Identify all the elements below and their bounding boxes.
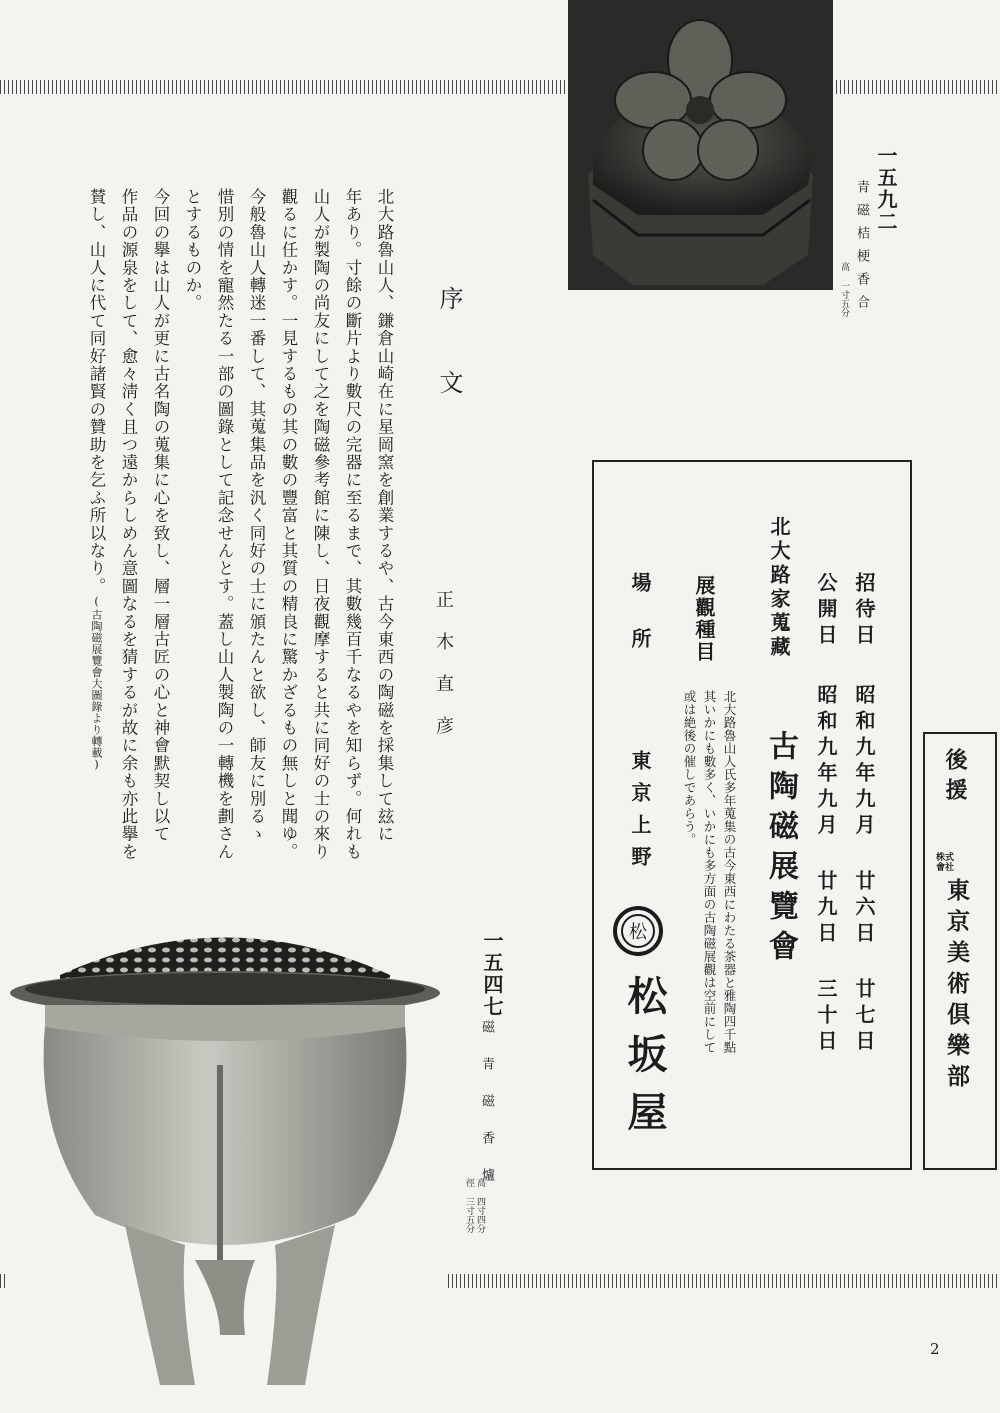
venue-city: 東京上野 xyxy=(628,750,652,878)
company-prefix-line-2: 會社 xyxy=(935,863,954,873)
incense-burner-photo xyxy=(5,915,445,1410)
bottom-photo-size-height: 高 四寸四分 xyxy=(475,1178,485,1233)
description-line-2: 其いかにも數多く、いかにも多方面の古陶磁展觀は空前にして xyxy=(702,690,717,1054)
preface-paragraph-6: 惜別の情を寵然たる一部の圖錄として記念せんとす。蓋し山人製陶の一轉機を劃さん xyxy=(215,188,234,861)
bottom-photo-size-diameter: 徑 三寸五分 xyxy=(464,1178,474,1233)
description-line-3: 或は絶後の催しであらう。 xyxy=(682,690,697,846)
top-photo-size: 高 一寸五分 xyxy=(839,262,849,317)
exhibition-title: 古陶磁展覽會 xyxy=(763,730,798,970)
preface-author: 正木直彦 xyxy=(433,590,454,758)
venue-label: 場所 xyxy=(628,572,652,684)
preface-paragraph-9: 作品の源泉をして、愈々淸く且つ遠からしめん意圖なるを猜するが故に余も亦此擧を xyxy=(119,188,138,861)
top-photo-name: 青磁桔梗香合 xyxy=(854,180,869,318)
collection-label: 北大路家蒐藏 xyxy=(767,516,791,660)
category-label: 展觀種目 xyxy=(692,575,716,663)
page-number: 2 xyxy=(930,1340,940,1358)
matsuzakaya-logo xyxy=(612,905,664,957)
company-prefix-line-1: 株式 xyxy=(935,853,954,863)
preface-body xyxy=(80,188,400,878)
logo-glyph: 松 xyxy=(629,922,647,943)
company-prefix xyxy=(934,853,956,873)
preface-paragraph-1: 北大路魯山人、鎌倉山崎在に星岡窯を創業するや、古今東西の陶磁を採集して玆に xyxy=(375,188,394,843)
preface-paragraph-5: 今般魯山人轉迷一番して、其蒐集品を汎く同好の士に頒たんと欲し、師友に別るゝ xyxy=(247,188,266,843)
preface-paragraph-10: 賛し、山人に代て同好諸賢の贊助を乞ふ所以なり。 xyxy=(87,188,106,596)
support-company: 東京美術倶樂部 xyxy=(943,878,970,1095)
preface-title: 序文 xyxy=(435,286,463,454)
bottom-photo-name: 磁青磁香爐 xyxy=(479,1020,494,1205)
preface-paragraph-4: 觀るに任かす。一見するもの其の數の豐富と其質の精良に驚かざるもの無しと聞ゆ。 xyxy=(279,188,298,861)
preface-source-note: (古陶磁展覽會大圖錄より轉載) xyxy=(90,595,103,772)
public-date: 昭和九年九月 廿九日 三十日 xyxy=(814,684,838,1056)
preface-paragraph-7: とするものか。 xyxy=(183,188,202,312)
incense-box-photo xyxy=(568,0,833,290)
preface-paragraph-2: 年あり。寸餘の斷片より數尺の完器に至るまで、其數幾百千なるやを知らず。何れも xyxy=(343,188,362,861)
support-label: 後援 xyxy=(942,748,968,808)
venue-name: 松坂屋 xyxy=(621,975,668,1149)
invite-date: 昭和九年九月 廿六日 廿七日 xyxy=(852,684,876,1056)
public-label: 公開日 xyxy=(814,572,838,650)
preface-paragraph-8: 今回の擧は山人が更に古名陶の蒐集に心を致し、層一層古匠の心と神會默契し以て xyxy=(151,188,170,843)
top-photo-number: 一五九二 xyxy=(874,145,898,233)
top-ruled-band xyxy=(0,80,1000,94)
preface-paragraph-3: 山人が製陶の尚友にして之を陶磁參考館に陳し、日夜觀摩すると共に同好の士の來り xyxy=(311,188,330,861)
invite-label: 招待日 xyxy=(852,572,876,650)
description-line-1: 北大路魯山人氏多年蒐集の古今東西にわたる茶器と雅陶四千點 xyxy=(722,690,737,1054)
bottom-photo-number: 一五四七 xyxy=(480,930,504,1018)
